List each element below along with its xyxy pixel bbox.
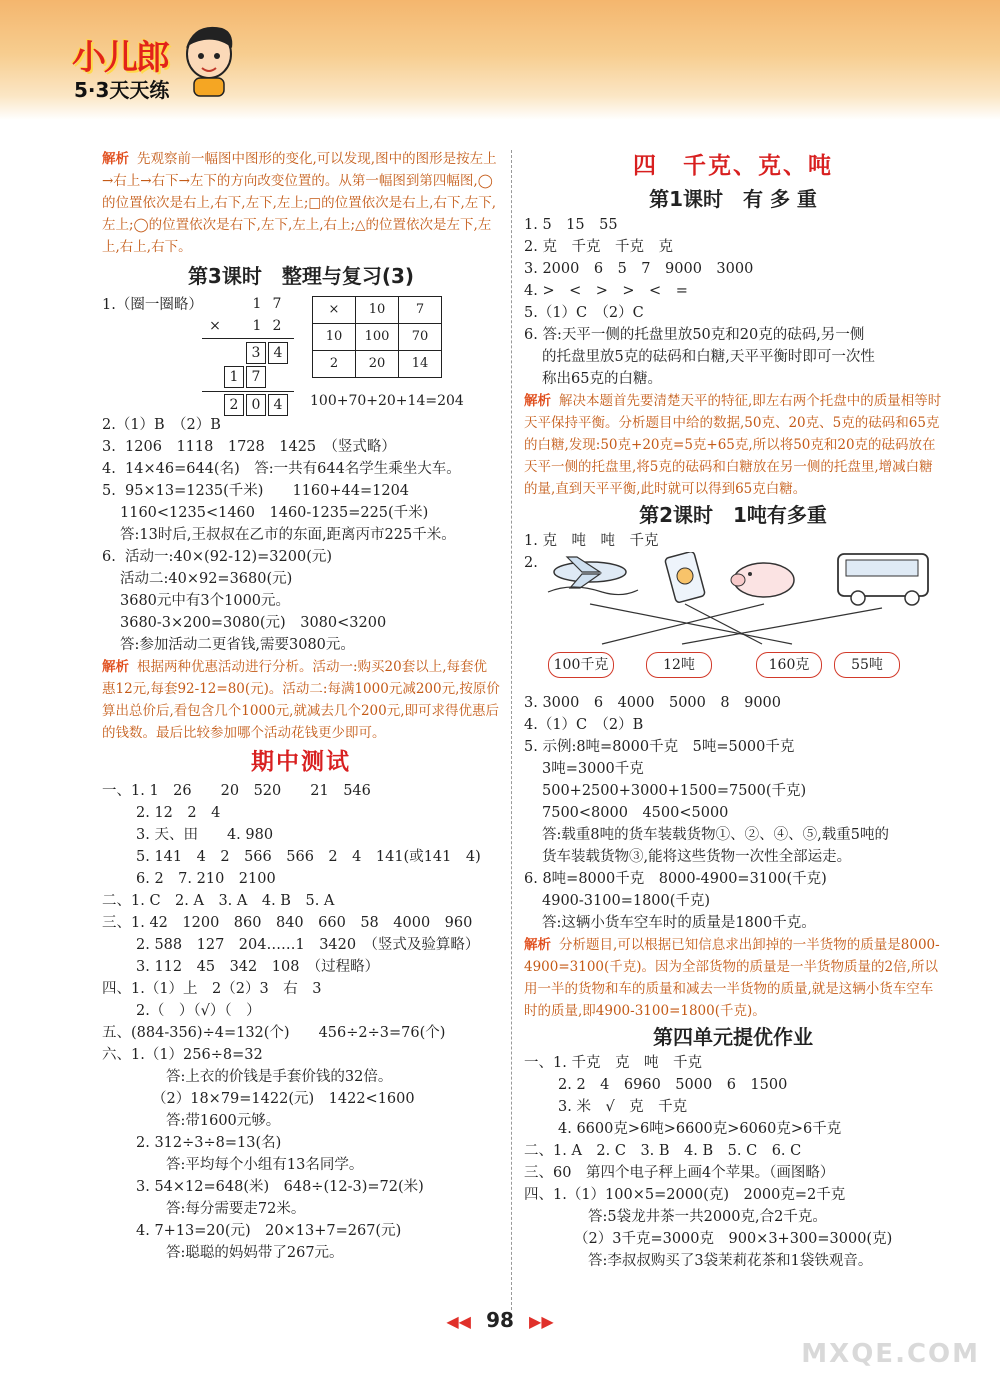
phone-icon <box>665 552 706 603</box>
answer-line: 答:平均每个小组有13名同学。 <box>166 1157 364 1173</box>
answer-line: 3. 2000 6 5 7 9000 3000 <box>524 261 754 277</box>
answer-line: 答:李叔叔购买了3袋茉莉花茶和1袋铁观音。 <box>588 1253 873 1269</box>
answer-line: 答:参加活动二更省钱,需要3080元。 <box>120 637 355 653</box>
answer-line: 4. > < > > < = <box>524 283 688 299</box>
answer-line: 5.（1）C （2）C <box>524 305 644 321</box>
answer-line: 3. 3000 6 4000 5000 8 9000 <box>524 695 781 711</box>
answer-line: 3. 1206 1118 1728 1425 （竖式略） <box>102 439 396 455</box>
analysis-text: 解决本题首先要清楚天平的特征,即左右两个托盘中的质量相等时天平保持平衡。分析题目中给的数据,50克、20克、5克的砝码和65克的白糖,发现:50克+20克=5克+65克,所以将50克和20克的砝码放在天平一侧的托盘里,将5克的砝码和白糖放在另一侧的托盘里,增减白糖的量,直到天平平衡,此时就可以得到65克白糖。 <box>524 393 942 497</box>
match-line <box>590 604 792 644</box>
watermark: MXQE.COM <box>801 1339 980 1369</box>
answer-line: 答:每分需要走72米。 <box>166 1201 306 1217</box>
analysis-text: 先观察前一幅图中图形的变化,可以发现,图中的图形是按左上→右上→右下→左下的方向改变位置的。从第一幅图到第四幅图,◯的位置依次是右上,右下,左下,左上;□的位置依次是右上,右下,左下,左上;◯的位置依次是右下,左下,左上,右上;△的位置依次是左下,左上,右上,右下。 <box>102 151 497 255</box>
answer-line: 三、1. 42 1200 860 840 660 58 4000 960 <box>102 915 473 931</box>
analysis-tag: 解析 <box>102 151 129 167</box>
digit: 1 <box>252 296 262 312</box>
digit: 2 <box>272 318 282 334</box>
left-column <box>102 148 500 1264</box>
answer-box: 2 <box>224 394 244 416</box>
analysis-text: 根据两种优惠活动进行分析。活动一:购买20套以上,每套优惠12元,每套92-12=80(元)。活动二:每满1000元减200元,按原价算出总价后,看包含几个1000元,就减去几个200元,即可求得优惠后的钱数。最后比较参加哪个活动花钱更少即可。 <box>102 659 500 741</box>
answer-line: 答:带1600元够。 <box>166 1113 281 1129</box>
analysis-block <box>102 656 500 744</box>
column-divider <box>511 150 512 1310</box>
grid-cell: 7 <box>399 297 442 324</box>
answer-line: 6. 活动一:40×(92-12)=3200(元) <box>102 549 333 565</box>
answer-line: 7500<8000 4500<5000 <box>542 805 729 821</box>
analysis-tag: 解析 <box>524 937 551 953</box>
answer-line: 四、1.（1）100×5=2000(克) 2000克=2千克 <box>524 1187 846 1203</box>
answer-line: 四、1.（1）上 2（2）3 右 3 <box>102 981 322 997</box>
answer-line: 五、(884-356)÷4=132(个) 456÷2÷3=76(个) <box>102 1025 446 1041</box>
mascot-icon <box>174 18 244 98</box>
grid-cell: 20 <box>356 351 399 378</box>
answer-line: 500+2500+3000+1500=7500(千克) <box>542 783 807 799</box>
answer-list <box>102 414 500 656</box>
weight-tag: 12吨 <box>646 652 712 678</box>
answer-line: 2.（ ）（√）（ ） <box>136 1003 261 1019</box>
answer-line: 答:13时后,王叔叔在乙市的东面,距离丙市225千米。 <box>120 527 456 543</box>
answer-line: 二、1. C 2. A 3. A 4. B 5. A <box>102 893 335 909</box>
answer-line: 答:这辆小货车空车时的质量是1800千克。 <box>542 915 816 931</box>
next-arrows-icon: ▶▶ <box>529 1312 554 1331</box>
answer-line: 5. 95×13=1235(千米) 1160+44=1204 <box>102 483 410 499</box>
answer-line: 三、60 第四个电子秤上画4个苹果。（画图略） <box>524 1165 835 1181</box>
multiplication-figure <box>102 294 500 414</box>
answer-line: 5. 示例:8吨=8000千克 5吨=5000千克 <box>524 739 795 755</box>
grid-cell: × <box>313 297 356 324</box>
answer-line: 答:上衣的价钱是手套价钱的32倍。 <box>166 1069 393 1085</box>
answer-line: 1. 5 15 55 <box>524 217 618 233</box>
answer-line: 的托盘里放5克的砝码和白糖,天平平衡时即可一次性 <box>542 349 875 365</box>
answer-line: 5. 141 4 2 566 566 2 4 141(或141 4) <box>136 849 481 865</box>
weight-tag: 160克 <box>756 652 822 678</box>
grid-cell: 2 <box>313 351 356 378</box>
analysis-block <box>524 934 942 1022</box>
weight-tag: 55吨 <box>834 652 900 678</box>
answer-box: 3 <box>246 342 266 364</box>
answer-line: 二、1. A 2. C 3. B 4. B 5. C 6. C <box>524 1143 802 1159</box>
analysis-block <box>102 148 500 258</box>
answer-line: 六、1.（1）256÷8=32 <box>102 1047 263 1063</box>
digit: 1 <box>252 318 262 334</box>
answer-line: 2. 克 千克 千克 克 <box>524 239 673 255</box>
answer-line: 3. 112 45 342 108 （过程略） <box>136 959 380 975</box>
question-label: 2. <box>524 555 538 571</box>
answer-box: 1 <box>224 366 244 388</box>
answer-line: 4. 6600克>6吨>6600克>6060克>6千克 <box>558 1121 842 1137</box>
answer-box: 7 <box>246 366 266 388</box>
airplane-icon <box>548 557 638 595</box>
analysis-text: 分析题目,可以根据已知信息求出卸掉的一半货物的质量是8000-4900=3100(千克)。因为全部货物的质量是一半货物质量的2倍,所以用一半的货物和车的质量和减去一半货物的质量,就是这辆小货车空车时的质量,即4900-3100=1800(千克)。 <box>524 937 940 1019</box>
answer-line: 3680元中有3个1000元。 <box>120 593 291 609</box>
answer-line: 3. 54×12=648(米) 648÷(12-3)=72(米) <box>136 1179 424 1195</box>
answer-line: 6. 8吨=8000千克 8000-4900=3100(千克) <box>524 871 827 887</box>
answer-line: 活动二:40×92=3680(元) <box>120 571 293 587</box>
section-title: 期中测试 <box>251 749 351 775</box>
section-title: 第3课时 整理与复习(3) <box>187 264 415 288</box>
answer-line: 答:聪聪的妈妈带了267元。 <box>166 1245 344 1261</box>
answer-line: 4. 7+13=20(元) 20×13+7=267(元) <box>136 1223 402 1239</box>
answer-line: 货车装载货物③,能将这些货物一次性全部运走。 <box>542 849 852 865</box>
grid-sum: 100+70+20+14=204 <box>310 393 464 409</box>
grid-cell: 10 <box>356 297 399 324</box>
section-title: 第1课时 有 多 重 <box>649 187 817 211</box>
answer-line: 3. 天、田 4. 980 <box>136 827 274 843</box>
grid-cell: 100 <box>356 324 399 351</box>
section-title: 第四单元提优作业 <box>653 1025 813 1049</box>
answer-line: 一、1. 千克 克 吨 千克 <box>524 1055 702 1071</box>
answer-line: 一、1. 1 26 20 520 21 546 <box>102 783 371 799</box>
answer-box: 0 <box>246 394 266 416</box>
answer-line: 2.（1）B （2）B <box>102 417 221 433</box>
analysis-tag: 解析 <box>102 659 129 675</box>
answer-line: （2）18×79=1422(元) 1422<1600 <box>152 1091 415 1107</box>
answer-box: 4 <box>268 394 288 416</box>
weight-tag: 100千克 <box>548 652 614 678</box>
question-label: 1.（圈一圈略） <box>102 297 203 313</box>
answer-line: 4900-3100=1800(千克) <box>542 893 711 909</box>
answer-line: 答:载重8吨的货车装载货物①、②、④、⑤,载重5吨的 <box>542 827 889 843</box>
answer-list <box>102 780 500 1264</box>
matching-illustration <box>524 552 942 692</box>
match-line <box>602 604 764 644</box>
analysis-block <box>524 390 942 500</box>
bus-icon <box>838 554 928 605</box>
answer-line: 2. 2 4 6960 5000 6 1500 <box>558 1077 788 1093</box>
grid-cell: 14 <box>399 351 442 378</box>
answer-line: 2. 588 127 204……1 3420 （竖式及验算略） <box>136 937 480 953</box>
answer-line: 3吨=3000千克 <box>542 761 644 777</box>
grid-cell: 70 <box>399 324 442 351</box>
match-line <box>682 608 882 644</box>
right-column <box>524 148 942 1272</box>
answer-line: 称出65克的白糖。 <box>542 371 662 387</box>
answer-line: 1. 克 吨 吨 千克 <box>524 533 659 549</box>
digit: 7 <box>272 296 282 312</box>
multiply-sign: × <box>209 318 221 334</box>
rule-line <box>202 391 294 392</box>
grid-cell: 10 <box>313 324 356 351</box>
answer-line: 6. 答:天平一侧的托盘里放50克和20克的砝码,另一侧 <box>524 327 865 343</box>
answer-line: 2. 12 2 4 <box>136 805 221 821</box>
answer-line: 2. 312÷3÷8=13(名) <box>136 1135 282 1151</box>
answer-line: 1160<1235<1460 1460-1235=225(千米) <box>120 505 429 521</box>
answer-line: （2）3千克=3000克 900×3+300=3000(克) <box>574 1231 893 1247</box>
answer-line: 4. 14×46=644(名) 答:一共有644名学生乘坐大车。 <box>102 461 461 477</box>
brand-logo: 小儿郎 <box>72 38 168 78</box>
section-title: 第2课时 1吨有多重 <box>639 503 827 527</box>
answer-line: 3680-3×200=3080(元) 3080<3200 <box>120 615 387 631</box>
answer-line: 6. 2 7. 210 2100 <box>136 871 276 887</box>
answer-line: 答:5袋龙井茶一共2000克,合2千克。 <box>588 1209 827 1225</box>
answer-list <box>524 214 942 390</box>
pig-icon <box>731 563 794 597</box>
multiplication-grid <box>312 296 442 378</box>
answer-list <box>524 1052 942 1272</box>
page-number: 98 <box>486 1308 514 1332</box>
brand-series: 5·3天天练 <box>74 78 170 102</box>
page-header <box>0 0 1000 120</box>
answer-box: 4 <box>268 342 288 364</box>
match-line <box>685 604 762 644</box>
analysis-tag: 解析 <box>524 393 551 409</box>
prev-arrows-icon: ◀◀ <box>446 1312 471 1331</box>
unit-title: 四 千克、克、吨 <box>633 153 833 179</box>
answer-list <box>524 692 942 934</box>
answer-line: 3. 米 √ 克 千克 <box>558 1099 688 1115</box>
rule-line <box>202 338 294 339</box>
page-footer <box>0 1308 1000 1332</box>
answer-line: 4.（1）C （2）B <box>524 717 644 733</box>
